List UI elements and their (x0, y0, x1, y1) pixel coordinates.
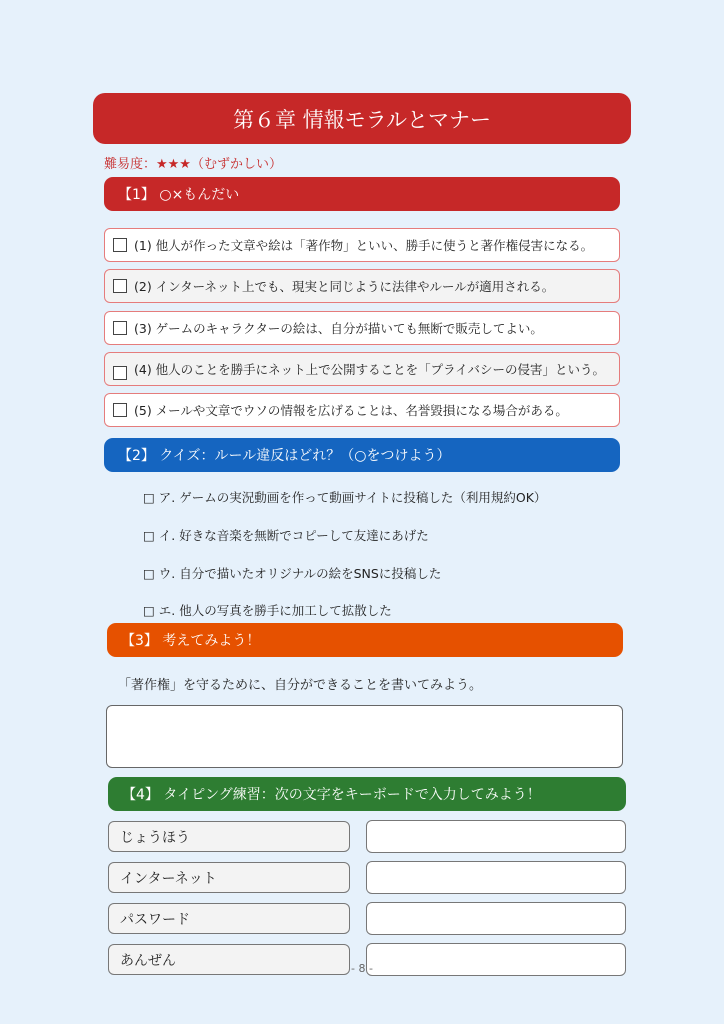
checkbox[interactable] (113, 238, 127, 252)
true-false-item-2 (104, 269, 620, 303)
section3-header: 【3】 考えてみよう！ (107, 623, 623, 657)
quiz-option-u[interactable]: □ ウ. 自分で描いたオリジナルの絵をSNSに投稿した (143, 566, 442, 581)
item-text: (1) 他人が作った文章や絵は「著作物」といい、勝手に使うと著作権侵害になる。 (134, 238, 594, 253)
quiz-option-i[interactable]: □ イ. 好きな音楽を無断でコピーして友達にあげた (143, 528, 429, 543)
page-number: - 8 - (351, 962, 373, 975)
section2-header: 【2】 クイズ：ルール違反はどれ？（○をつけよう） (104, 438, 620, 472)
item-text: (3) ゲームのキャラクターの絵は、自分が描いても無断で販売してよい。 (134, 321, 543, 336)
true-false-item-3 (104, 311, 620, 345)
checkbox[interactable] (113, 321, 127, 335)
quiz-option-a[interactable]: □ ア. ゲームの実況動画を作って動画サイトに投稿した（利用規約OK） (143, 490, 547, 505)
checkbox[interactable] (113, 403, 127, 417)
item-text: (4) 他人のことを勝手にネット上で公開することを「プライバシーの侵害」という。 (134, 362, 606, 377)
checkbox[interactable] (113, 366, 127, 380)
typing-word-2: インターネット (108, 862, 350, 893)
item-text: (5) メールや文章でウソの情報を広げることは、名誉毀損になる場合がある。 (134, 403, 568, 418)
writing-prompt: 「著作権」を守るために、自分ができることを書いてみよう。 (118, 678, 483, 693)
checkbox[interactable] (113, 279, 127, 293)
typing-input-3[interactable] (366, 902, 626, 935)
quiz-option-e[interactable]: □ エ. 他人の写真を勝手に加工して拡散した (143, 603, 392, 618)
typing-input-1[interactable] (366, 820, 626, 853)
answer-textbox[interactable] (106, 705, 623, 768)
typing-input-2[interactable] (366, 861, 626, 894)
typing-word-3: パスワード (108, 903, 350, 934)
chapter-title: 第６章 情報モラルとマナー (93, 93, 631, 144)
item-text: (2) インターネット上でも、現実と同じように法律やルールが適用される。 (134, 279, 555, 294)
true-false-item-4 (104, 352, 620, 386)
typing-word-4: あんぜん (108, 944, 350, 975)
section1-header: 【1】 ○×もんだい (104, 177, 620, 211)
difficulty-label: 難易度：★★★（むずかしい） (104, 157, 282, 172)
section4-header: 【4】 タイピング練習：次の文字をキーボードで入力してみよう！ (108, 777, 626, 811)
typing-word-1: じょうほう (108, 821, 350, 852)
true-false-item-5 (104, 393, 620, 427)
true-false-item-1 (104, 228, 620, 262)
